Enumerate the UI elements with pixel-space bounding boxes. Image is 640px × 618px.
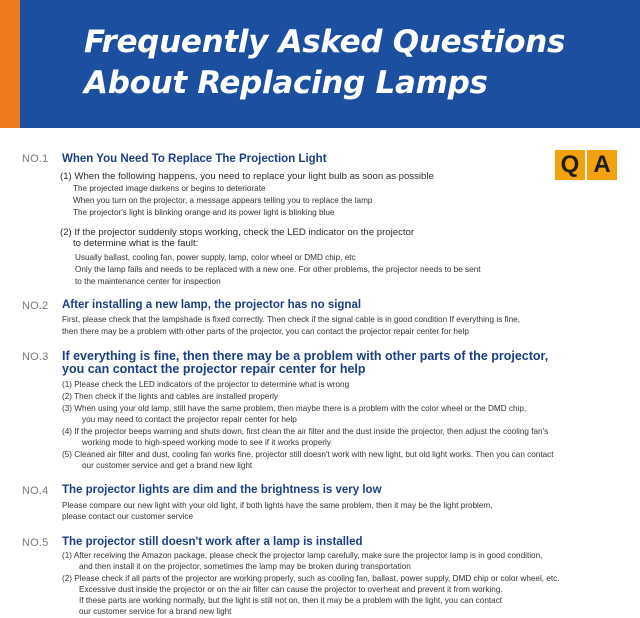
section-line: (1) Please check the LED indicators of the projector to determine what is wrong	[62, 380, 350, 389]
section-title: After installing a new lamp, the projector has no signal	[62, 299, 362, 311]
section-number: NO.5	[22, 537, 49, 549]
section-line: Usually ballast, cooling fan, power supply, lamp, color wheel or DMD chip, etc	[75, 253, 356, 262]
qa-badge-a: A	[587, 150, 617, 180]
section-line: (2) Then check if the lights and cables are installed properly	[62, 392, 279, 401]
section-subheading: to determine what is the fault:	[73, 238, 199, 249]
section-line: First, please check that the lampshade is fixed correctly. Then check if the signal cable is in good condition If everything is fine,	[62, 315, 520, 324]
section-line: (2) Please check if all parts of the projector are working properly, such as cooling fan, ballast, power supply, DMD chip or color wheel, etc.	[62, 574, 560, 583]
section-line: then there may be a problem with other parts of the projector, you can contact the projector repair center for help	[62, 327, 469, 336]
section-line: our customer service and get a brand new light	[82, 461, 253, 470]
section-line: (1) After receiving the Amazon package, please check the projector lamp carefully, make sure the projector lamp is in good condition,	[62, 551, 543, 560]
section-line: please contact our customer service	[62, 512, 194, 521]
qa-badge-icon	[555, 150, 617, 180]
section-line: and then install it on the projector, sometimes the lamp may be broken during transportation	[79, 562, 411, 571]
section-line: The projector's light is blinking orange and its power light is blinking blue	[73, 208, 335, 217]
section-line: Only the lamp fails and needs to be replaced with a new one. For other problems, the projector needs to be sent	[75, 265, 481, 274]
section-number: NO.1	[22, 153, 49, 165]
section-number: NO.2	[22, 300, 49, 312]
section-line: The projected image darkens or begins to deteriorate	[73, 184, 266, 193]
section-line: working mode to high-speed working mode to see if it works properly	[82, 438, 331, 447]
section-line: to the maintenance center for inspection	[75, 277, 221, 286]
section-number: NO.3	[22, 351, 49, 363]
page-title-line1: Frequently Asked Questions	[84, 24, 566, 60]
section-line: If these parts are working normally, but the light is still not on, then it may be a problem with the light, you can contact	[79, 596, 503, 605]
section-line: (4) If the projector beeps warning and shuts down, first clean the air filter and the dust inside the projector, then adjust the cooling fan's	[62, 427, 549, 436]
section-line: When you turn on the projector, a message appears telling you to replace the lamp	[73, 196, 373, 205]
header-banner	[0, 0, 640, 128]
section-number: NO.4	[22, 485, 49, 497]
section-line: (5) Cleaned air filter and dust, cooling fan works fine, projector still doesn't work with new light, but old light works. Then you can contact	[62, 450, 554, 459]
section-title-line1: If everything is fine, then there may be a problem with other parts of the projector,	[62, 349, 549, 363]
section-title: When You Need To Replace The Projection Light	[62, 153, 327, 165]
section-line: (3) When using your old lamp, still have the same problem, then maybe there is a problem with the color wheel or the DMD chip,	[62, 404, 527, 413]
section-line: our customer service for a brand new light	[79, 607, 232, 616]
section-line: Please compare our new light with your old light, if both lights have the same problem, then it may be the light problem,	[62, 501, 493, 510]
page-title	[84, 22, 624, 104]
section-line: you may need to contact the projector repair center for help	[82, 415, 297, 424]
page-title-line2: About Replacing Lamps	[84, 65, 488, 101]
qa-badge-q: Q	[555, 150, 585, 180]
section-line: Excessive dust inside the projector or on the air filter can cause the projector to overheat and prevent it from working.	[79, 585, 503, 594]
section-title-line2: you can contact the projector repair center for help	[62, 362, 366, 376]
section-title: The projector lights are dim and the brightness is very low	[62, 484, 382, 496]
section-subheading: (1) When the following happens, you need to replace your light bulb as soon as possible	[60, 171, 434, 182]
section-subheading: (2) If the projector suddenly stops working, check the LED indicator on the projector	[60, 227, 415, 238]
header-orange-stripe	[0, 0, 20, 128]
section-title: The projector still doesn't work after a lamp is installed	[62, 536, 363, 548]
